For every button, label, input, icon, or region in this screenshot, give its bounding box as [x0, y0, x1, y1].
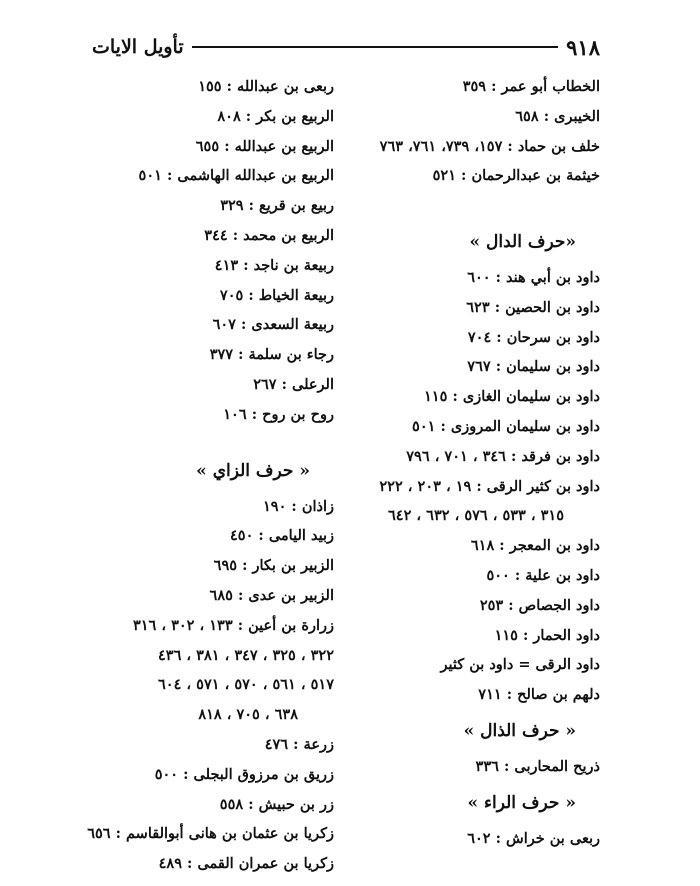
index-entry-continuation: ٥١٧ ، ٥٦١ ، ٥٧٠ ، ٥٧١ ، ٦٠٤ [158, 676, 334, 694]
index-entry: داود بن سليمان المروزى : ٥٠١ [412, 417, 600, 435]
index-entry: ربعى بن عبدالله : ١٥٥ [198, 78, 334, 95]
index-entry: زكريا بن عمران القمى : ٤٨٩ [158, 855, 334, 873]
index-entry: زرعة : ٤٧٦ [264, 735, 334, 753]
section-gap [350, 191, 600, 221]
header-rule [192, 46, 559, 48]
index-entry: رجاء بن سلمة : ٣٧٧ [209, 346, 334, 364]
index-entry: داود الرقى = داود بن كثير [440, 656, 600, 674]
index-entry: الرعلى : ٢٦٧ [253, 375, 334, 393]
section-heading-zay: « حرف الزاي » [196, 460, 310, 481]
index-entry: ربيعة الخياط : ٧٠٥ [219, 286, 334, 304]
index-entry-continuation: ٣١٥ ، ٥٣٣ ، ٥٧٦ ، ٦٣٢ ، ٦٤٢ [388, 507, 564, 525]
index-entry: ربيعة السعدى : ٦٠٧ [212, 316, 334, 334]
index-entry: دلهم بن صالح : ٧١١ [478, 686, 600, 704]
index-entry: الربيع بن محمد : ٣٤٤ [204, 226, 334, 244]
index-entry: الزبير بن عدى : ٦٨٥ [209, 586, 334, 604]
index-entry: روح بن روح : ١٠٦ [223, 405, 334, 423]
index-entry: زرارة بن أعين : ١٣٣ ، ٣٠٢ ، ٣١٦ [132, 616, 334, 634]
index-entry: خلف بن حماد : ١٥٧، ٧٣٩، ٧٦١، ٧٦٣ [379, 137, 600, 155]
index-entry: داود بن سرحان : ٧٠٤ [467, 328, 600, 346]
index-entry: الربيع بن عبدالله : ٦٥٥ [195, 137, 334, 155]
index-entry: الربيع بن بكر : ٨٠٨ [217, 107, 334, 125]
page-header [92, 30, 600, 64]
index-entry: داود بن سليمان : ٧٦٧ [467, 358, 600, 376]
index-entry: داود بن الحصين : ٦٢٣ [466, 298, 600, 316]
index-entry: داود بن كثير الرقى : ١٩ ، ٢٠٣ ، ٢٢٢ [379, 477, 600, 495]
index-entry-continuation: ٣٢٢ ، ٣٢٥ ، ٣٤٧ ، ٣٨١ ، ٤٣٦ [158, 646, 334, 664]
index-entry: زر بن حبيش : ٥٥٨ [219, 795, 334, 813]
index-entry: زريق بن مرزوق البجلى : ٥٠٠ [154, 765, 334, 783]
index-entry: الخيبرى : ٦٥٨ [515, 107, 600, 125]
index-entry: زكريا بن عثمان بن هانى أبوالقاسم : ٦٥٦ [87, 825, 334, 843]
index-entry: داود بن علية : ٥٠٠ [486, 566, 600, 584]
index-entry: زبيد اليامى : ٤٥٠ [230, 527, 334, 545]
index-entry: الزبير بن بكار : ٦٩٥ [213, 557, 334, 575]
section-heading-ra: « حرف الراء » [467, 792, 576, 813]
index-entry: داود بن المعجر : ٦١٨ [470, 537, 600, 555]
index-entry: داود بن سليمان الغازى : ١١٥ [424, 388, 600, 406]
index-entry: داود الحمار : ١١٥ [494, 626, 600, 644]
index-entry: ذريح المحاربى : ٣٣٦ [475, 757, 600, 775]
right-column [350, 72, 600, 854]
index-entry: داود بن أبي هند : ٦٠٠ [467, 268, 600, 286]
index-entry: الربيع بن عبدالله الهاشمى : ٥٠١ [138, 167, 334, 185]
index-entry: داود الجصاص : ٢٥٣ [479, 596, 600, 614]
section-heading-dal: «حرف الدال » [469, 231, 576, 252]
running-title: تأويل الايات [92, 36, 184, 58]
section-heading-dhal: « حرف الذال » [463, 720, 576, 741]
index-entry: زاذان : ١٩٠ [263, 497, 334, 515]
index-entry-continuation: ٦٣٨ ، ٧٠٥ ، ٨١٨ [198, 706, 298, 724]
page-number: ٩١٨ [566, 34, 600, 60]
index-entry: ربيعة بن ناجد : ٤١٣ [214, 256, 334, 274]
index-entry: خيثمة بن عبدالرحمان : ٥٢١ [432, 167, 600, 185]
index-entry: ربعى بن خراش : ٦٠٢ [467, 829, 600, 847]
index-entry: الخطاب أبو عمر : ٣٥٩ [462, 78, 600, 95]
left-column [87, 72, 334, 879]
index-entry: داود بن فرقد : ٣٤٦ ، ٧٠١ ، ٧٩٦ [406, 447, 600, 465]
section-gap [94, 430, 334, 450]
index-entry: ربيع بن قريع : ٣٢٩ [220, 197, 334, 215]
